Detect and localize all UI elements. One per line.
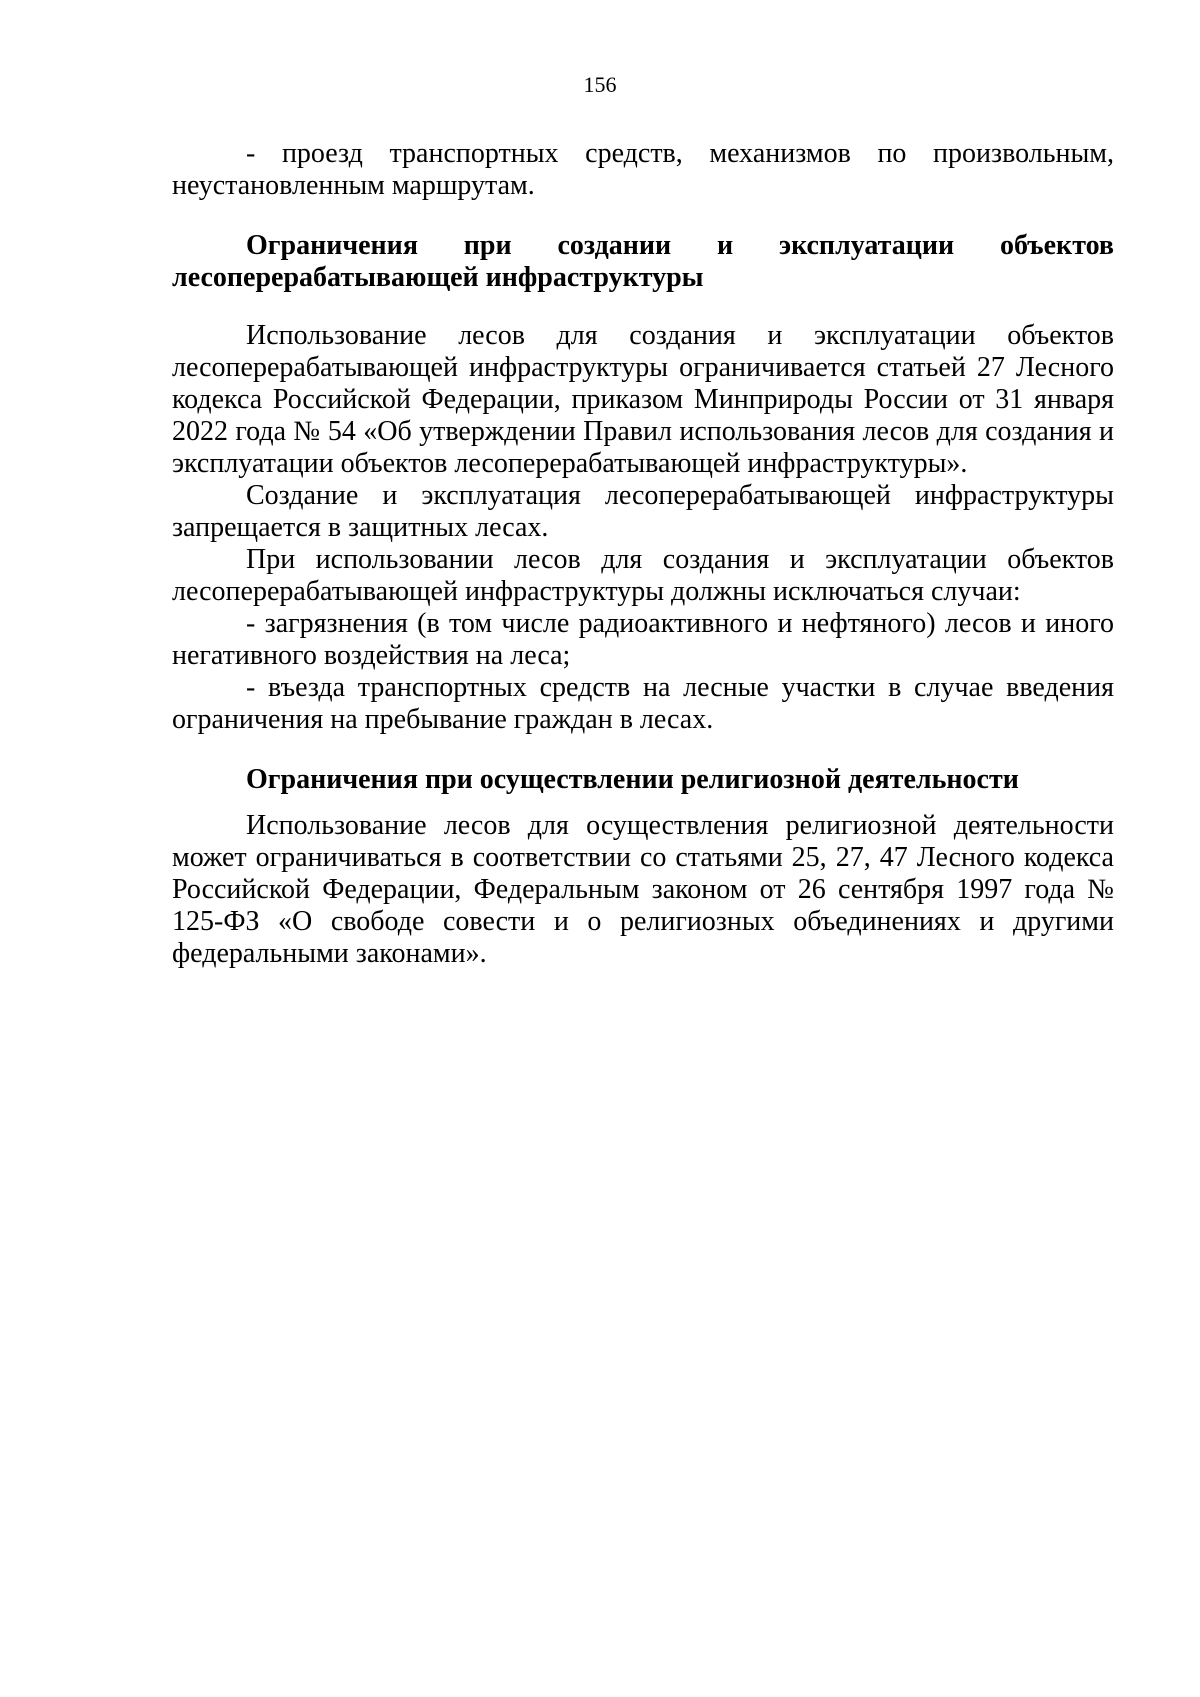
section-heading-religious: Ограничения при осуществлении религиозной деятельности	[246, 764, 1019, 795]
page-number: 156	[583, 72, 617, 97]
list-item-vehicle-entry: - въезда транспортных средств на лесные участки в случае введения ограничения на пребывание граждан в лесах.	[172, 672, 1114, 735]
paragraph-restriction-vehicles: - проезд транспортных средств, механизмов по произвольным, неустановленным маршрутам.	[172, 138, 1114, 201]
section-heading-infrastructure: Ограничения при создании и эксплуатации объектов лесоперерабатывающей инфраструктуры	[172, 230, 1114, 293]
paragraph-infrastructure-law: Использование лесов для создания и эксплуатации объектов лесоперерабатывающей инфраструктуры ограничивается статьей 27 Лесного кодекса Российской Федерации, приказом Минприроды России от 31 января 2022 года № 54 «Об утверждении Правил использования лесов для создания и эксплуатации объектов лесоперерабатывающей инфраструктуры».	[172, 320, 1114, 479]
document-body	[172, 138, 1114, 970]
paragraph-religious-law: Использование лесов для осуществления религиозной деятельности может ограничиваться в соответствии со статьями 25, 27, 47 Лесного кодекса Российской Федерации, Федеральным законом от 26 сентября 1997 года № 125-ФЗ «О свободе совести и о религиозных объединениях и другими федеральными законами».	[172, 810, 1114, 969]
paragraph-infrastructure-prohibition: Создание и эксплуатация лесоперерабатывающей инфраструктуры запрещается в защитных лесах.	[172, 480, 1114, 543]
paragraph-infrastructure-cases: При использовании лесов для создания и эксплуатации объектов лесоперерабатывающей инфраструктуры должны исключаться случаи:	[172, 544, 1114, 607]
list-item-pollution: - загрязнения (в том числе радиоактивного и нефтяного) лесов и иного негативного воздействия на леса;	[172, 608, 1114, 671]
